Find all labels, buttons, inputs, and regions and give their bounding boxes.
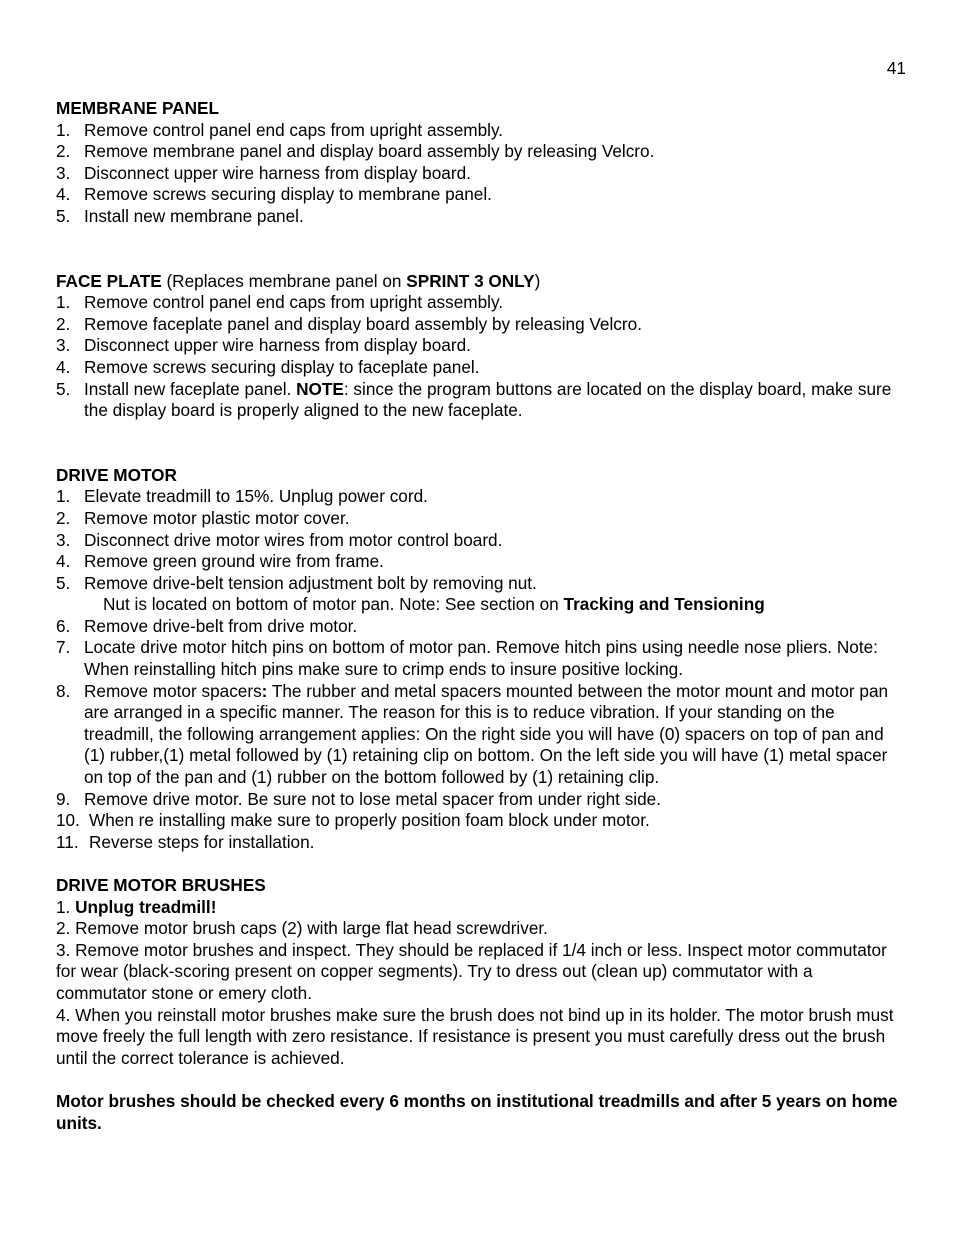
drive-motor-section <box>56 465 906 854</box>
step-number: 2. <box>56 313 71 334</box>
step-number: 11. <box>56 831 79 852</box>
step-number: 7. <box>56 637 71 658</box>
step-number: 2. <box>56 141 71 162</box>
step-number: 9. <box>56 788 71 809</box>
step-text: Disconnect upper wire harness from display board. <box>84 162 471 183</box>
step-number: 3. <box>56 529 71 550</box>
step-5-note <box>56 594 906 616</box>
step-text: Remove motor spacers <box>84 680 262 701</box>
step-text: Elevate treadmill to 15%. Unplug power cord. <box>84 486 428 507</box>
document-body <box>56 98 906 1134</box>
drive-motor-brushes-section <box>56 875 906 1134</box>
membrane-panel-section <box>56 98 906 228</box>
list-item <box>56 832 906 854</box>
step-number: 1. <box>56 119 71 140</box>
step-text: Remove faceplate panel and display board assembly by releasing Velcro. <box>84 313 642 334</box>
warning-text: Unplug treadmill! <box>75 896 217 917</box>
step-text: Remove screws securing display to membrane panel. <box>84 184 492 205</box>
list-item <box>56 141 906 163</box>
step-number: 4. <box>56 551 71 572</box>
list-item <box>56 637 906 680</box>
drive-motor-steps <box>56 486 906 594</box>
brush-step-3: 3. Remove motor brushes and inspect. They should be replaced if 1/4 inch or less. Inspect motor commutator for wear (black-scoring present on copper segments). Try to dress out (clean up) commutator with a commutator stone or emery cloth. <box>56 939 887 1003</box>
face-plate-subtitle-post: ) <box>534 270 541 291</box>
list-item <box>56 530 906 552</box>
drive-motor-brushes-heading: DRIVE MOTOR BRUSHES <box>56 875 266 895</box>
step-number: 1. <box>56 896 76 917</box>
face-plate-subtitle-pre: (Replaces membrane panel on <box>161 270 407 291</box>
step-number: 5. <box>56 572 71 593</box>
step-number: 3. <box>56 335 71 356</box>
face-plate-heading-line <box>56 271 906 293</box>
list-item <box>56 810 906 832</box>
step-text: Install new faceplate panel. <box>84 378 297 399</box>
list-item <box>56 508 906 530</box>
step-note-text: Nut is located on bottom of motor pan. Note: See section on <box>103 594 564 615</box>
step-text: Remove drive-belt tension adjustment bolt by removing nut. <box>84 572 537 593</box>
face-plate-model: SPRINT 3 ONLY <box>406 270 535 291</box>
brush-step-2: 2. Remove motor brush caps (2) with large flat head screwdriver. <box>56 918 548 939</box>
face-plate-heading: FACE PLATE <box>56 270 162 291</box>
step-text: Remove green ground wire from frame. <box>84 551 384 572</box>
list-item <box>56 335 906 357</box>
step-text: Remove control panel end caps from upright assembly. <box>84 292 504 313</box>
step-number: 2. <box>56 507 71 528</box>
step-number: 4. <box>56 356 71 377</box>
section-reference: Tracking and Tensioning <box>563 594 765 615</box>
step-number: 1. <box>56 292 71 313</box>
step-text: When re installing make sure to properly position foam block under motor. <box>89 810 650 831</box>
list-item <box>56 120 906 142</box>
step-text: Disconnect upper wire harness from display board. <box>84 335 471 356</box>
list-item <box>56 616 906 638</box>
list-item <box>56 314 906 336</box>
list-item <box>56 357 906 379</box>
list-item <box>56 163 906 185</box>
list-item <box>56 573 906 595</box>
step-number: 3. <box>56 162 71 183</box>
step-number: 1. <box>56 486 71 507</box>
step-text: Remove screws securing display to faceplate panel. <box>84 356 480 377</box>
step-number: 4. <box>56 184 71 205</box>
step-text: Remove drive motor. Be sure not to lose metal spacer from under right side. <box>84 788 661 809</box>
step-text: Reverse steps for installation. <box>89 831 315 852</box>
note-label: NOTE <box>296 378 344 399</box>
step-number: 5. <box>56 378 71 399</box>
bold-colon: : <box>261 680 268 701</box>
list-item <box>56 292 906 314</box>
list-item <box>56 486 906 508</box>
step-text: Disconnect drive motor wires from motor control board. <box>84 529 503 550</box>
list-item <box>56 681 906 789</box>
step-text: Remove motor plastic motor cover. <box>84 507 350 528</box>
step-text: Remove membrane panel and display board assembly by releasing Velcro. <box>84 141 655 162</box>
step-number: 8. <box>56 680 71 701</box>
drive-motor-steps-continued <box>56 616 906 854</box>
step-number: 6. <box>56 615 71 636</box>
list-item <box>56 551 906 573</box>
face-plate-section <box>56 271 906 422</box>
step-text: Install new membrane panel. <box>84 205 304 226</box>
brush-step-1 <box>56 897 906 919</box>
list-item <box>56 184 906 206</box>
step-text: Remove drive-belt from drive motor. <box>84 615 358 636</box>
maintenance-notice: Motor brushes should be checked every 6 months on institutional treadmills and after 5 years on home units. <box>56 1090 898 1133</box>
step-text: Locate drive motor hitch pins on bottom of motor pan. Remove hitch pins using needle nose pliers. Note: When reinstalling hitch pins make sure to crimp ends to insure positive locking. <box>84 637 878 680</box>
step-text: Remove control panel end caps from upright assembly. <box>84 119 504 140</box>
brush-step-4: 4. When you reinstall motor brushes make sure the brush does not bind up in its holder. The motor brush must move freely the full length with zero resistance. If resistance is present you must carefully dress out the brush until the correct tolerance is achieved. <box>56 1004 894 1068</box>
list-item <box>56 379 906 422</box>
face-plate-steps <box>56 292 906 422</box>
membrane-panel-steps <box>56 120 906 228</box>
step-number: 10. <box>56 810 80 831</box>
list-item <box>56 789 906 811</box>
membrane-panel-heading: MEMBRANE PANEL <box>56 98 219 118</box>
step-text: : since the program buttons are located on the display board, make sure the display board is properly aligned to the new faceplate. <box>84 378 892 421</box>
page-number: 41 <box>886 58 906 78</box>
drive-motor-heading: DRIVE MOTOR <box>56 464 177 485</box>
step-number: 5. <box>56 205 71 226</box>
list-item <box>56 206 906 228</box>
step-text: The rubber and metal spacers mounted between the motor mount and motor pan are arranged in a specific manner. The reason for this is to reduce vibration. If your standing on the treadmill, the following arrangement applies: On the right side you will have (0) spacers on top of pan and (1) rubber,(1) metal followed by (1) retaining clip on bottom. On the left side you will have (1) metal spacer on top of the pan and (1) rubber on the bottom followed by (1) retaining clip. <box>84 680 889 788</box>
